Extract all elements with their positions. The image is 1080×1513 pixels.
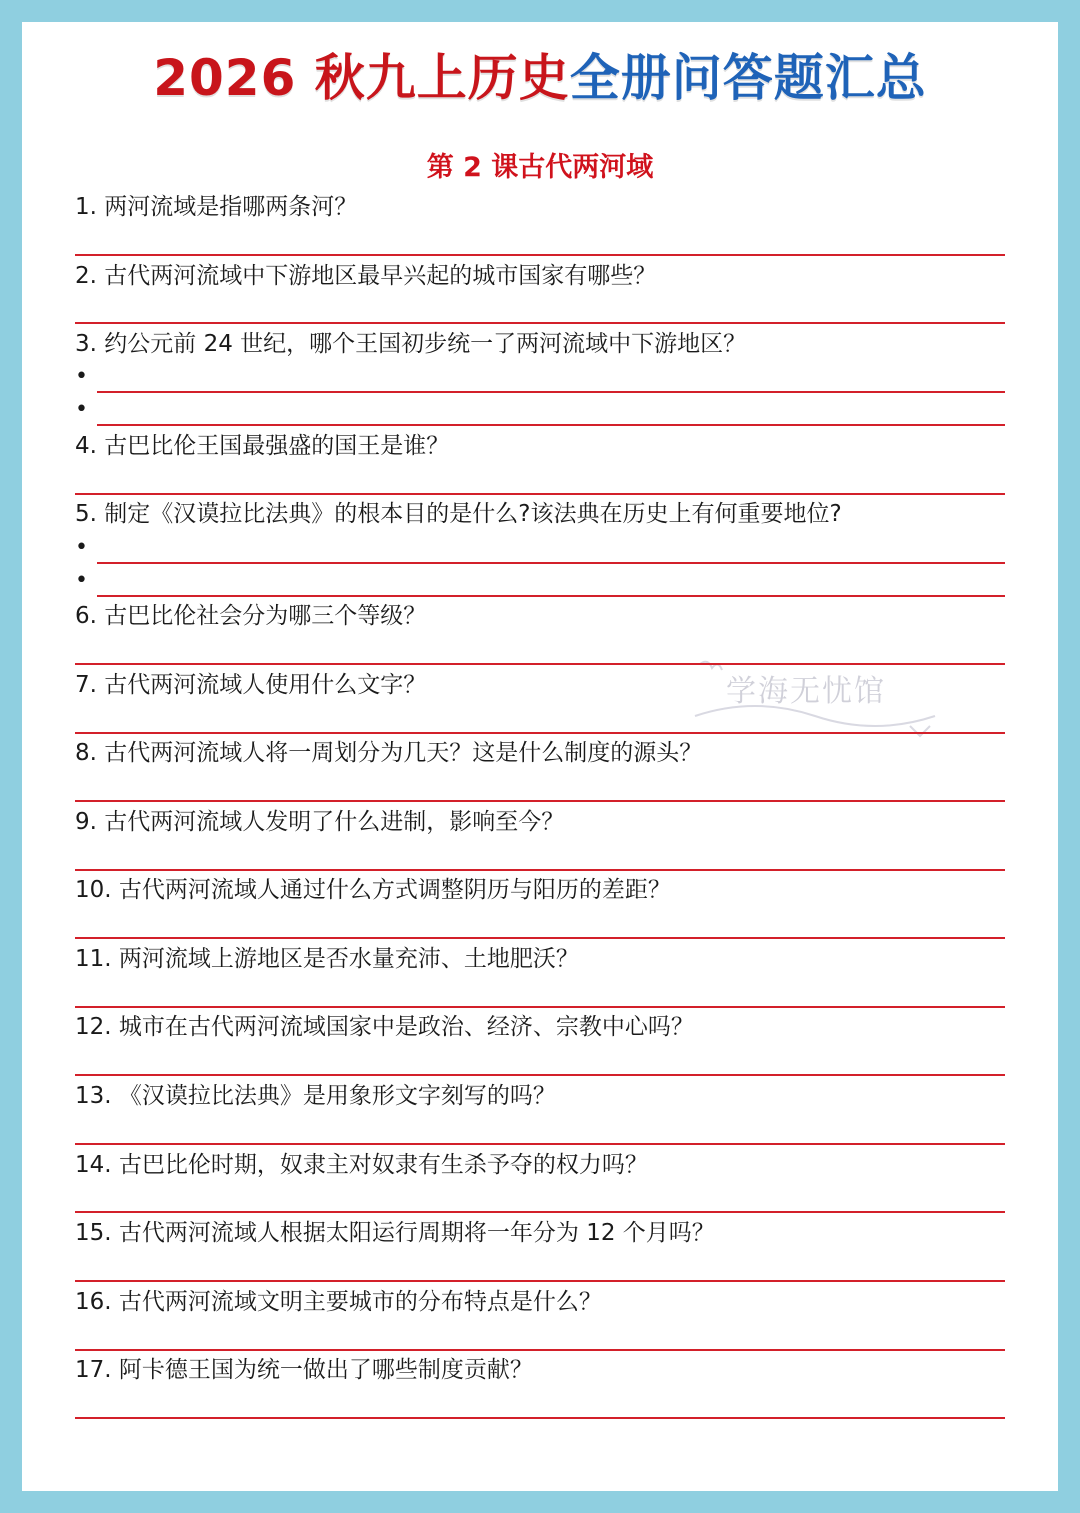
- answer-line[interactable]: [75, 663, 1005, 665]
- answer-line[interactable]: [75, 1211, 1005, 1213]
- answer-line[interactable]: [75, 1349, 1005, 1351]
- question-17: 17. 阿卡德王国为统一做出了哪些制度贡献？: [75, 1357, 533, 1383]
- answer-line[interactable]: [75, 1006, 1005, 1008]
- answer-line[interactable]: [75, 1143, 1005, 1145]
- lesson-subtitle: 第 2 课古代两河域: [426, 152, 654, 183]
- question-1: 1. 两河流域是指哪两条河？: [75, 194, 358, 220]
- question-15: 15. 古代两河流域人根据太阳运行周期将一年分为 12 个月吗？: [75, 1220, 715, 1246]
- question-3: 3. 约公元前 24 世纪，哪个王国初步统一了两河流域中下游地区？: [75, 331, 747, 357]
- answer-line[interactable]: [75, 732, 1005, 734]
- question-8: 8. 古代两河流域人将一周划分为几天？这是什么制度的源头？: [75, 740, 703, 766]
- question-13: 13. 《汉谟拉比法典》是用象形文字刻写的吗？: [75, 1083, 556, 1109]
- answer-line[interactable]: [97, 595, 1005, 597]
- answer-line[interactable]: [75, 1280, 1005, 1282]
- answer-line[interactable]: [75, 937, 1005, 939]
- watermark-text: 学海无忧馆: [726, 674, 886, 709]
- answer-line[interactable]: [75, 254, 1005, 256]
- question-16: 16. 古代两河流域文明主要城市的分布特点是什么？: [75, 1289, 602, 1315]
- answer-line[interactable]: [97, 391, 1005, 393]
- answer-line[interactable]: [75, 869, 1005, 871]
- question-10: 10. 古代两河流域人通过什么方式调整阴历与阳历的差距？: [75, 877, 671, 903]
- title-part1: 2026 秋九上历史: [153, 49, 570, 107]
- answer-line[interactable]: [75, 1417, 1005, 1419]
- question-4: 4. 古巴比伦王国最强盛的国王是谁？: [75, 433, 450, 459]
- question-11: 11. 两河流域上游地区是否水量充沛、土地肥沃？: [75, 946, 579, 972]
- title-part2: 全册问答题汇总: [569, 49, 927, 107]
- answer-line[interactable]: [97, 424, 1005, 426]
- bullet: •: [75, 364, 88, 389]
- answer-line[interactable]: [75, 322, 1005, 324]
- bullet: •: [75, 568, 88, 593]
- question-6: 6. 古巴比伦社会分为哪三个等级？: [75, 603, 427, 629]
- question-9: 9. 古代两河流域人发明了什么进制，影响至今？: [75, 809, 565, 835]
- question-12: 12. 城市在古代两河流域国家中是政治、经济、宗教中心吗？: [75, 1014, 694, 1040]
- bullet: •: [75, 535, 88, 560]
- bullet: •: [75, 397, 88, 422]
- question-5: 5. 制定《汉谟拉比法典》的根本目的是什么?该法典在历史上有何重要地位?: [75, 501, 842, 527]
- question-2: 2. 古代两河流域中下游地区最早兴起的城市国家有哪些？: [75, 263, 657, 289]
- answer-line[interactable]: [97, 562, 1005, 564]
- answer-line[interactable]: [75, 800, 1005, 802]
- answer-line[interactable]: [75, 1074, 1005, 1076]
- question-7: 7. 古代两河流域人使用什么文字？: [75, 672, 427, 698]
- question-14: 14. 古巴比伦时期，奴隶主对奴隶有生杀予夺的权力吗？: [75, 1152, 648, 1178]
- answer-line[interactable]: [75, 493, 1005, 495]
